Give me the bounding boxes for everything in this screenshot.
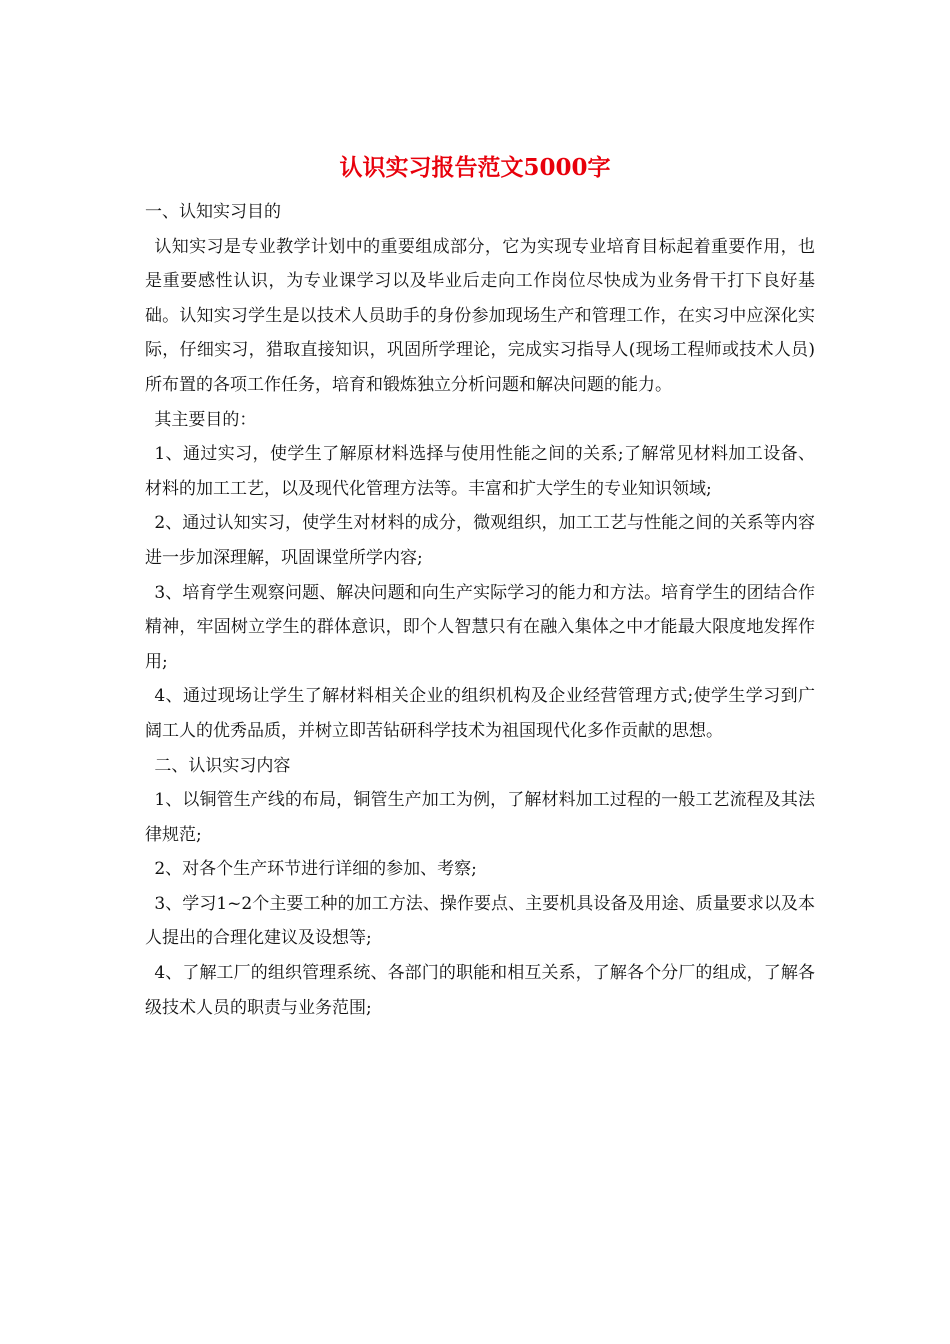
paragraph-main-goals-label: 其主要目的： <box>154 409 257 430</box>
list-item-goal-3: 3、培育学生观察问题、解决问题和向生产实际学习的能力和方法。培育学生的团结合作精神，牢固树立学生的群体意识，即个人智慧只有在融入集体之中才能最大限度地发挥作用; <box>145 582 815 672</box>
section-heading-purpose: 一、认知实习目的 <box>145 202 281 222</box>
paragraph-intro: 认知实习是专业教学计划中的重要组成部分，它为实现专业培育目标起着重要作用，也是重要感性认识，为专业课学习以及毕业后走向工作岗位尽快成为业务骨干打下良好基础。认知实习学生是以技术人员助手的身份参加现场生产和管理工作，在实习中应深化实际，仔细实习，猎取直接知识，巩固所学理论，完成实习指导人(现场工程师或技术人员)所布置的各项工作任务，培育和锻炼独立分析问题和解决问题的能力。 <box>145 236 815 395</box>
list-item-content-2: 2、对各个生产环节进行详细的参加、考察; <box>154 859 477 880</box>
list-item-goal-2: 2、通过认知实习，使学生对材料的成分，微观组织，加工工艺与性能之间的关系等内容进一步加深理解，巩固课堂所学内容; <box>145 513 815 568</box>
list-item-content-4: 4、了解工厂的组织管理系统、各部门的职能和相互关系，了解各个分厂的组成，了解各级技术人员的职责与业务范围; <box>145 963 815 1018</box>
document-title: 认识实习报告范文5000字 <box>339 154 611 181</box>
list-item-content-3: 3、学习1~2个主要工种的加工方法、操作要点、主要机具设备及用途、质量要求以及本人提出的合理化建议及设想等; <box>145 893 815 949</box>
list-item-goal-1: 1、通过实习，使学生了解原材料选择与使用性能之间的关系;了解常见材料加工设备、材料的加工工艺，以及现代化管理方法等。丰富和扩大学生的专业知识领域; <box>145 444 815 499</box>
document-body <box>145 195 815 1025</box>
list-item-goal-4: 4、通过现场让学生了解材料相关企业的组织机构及企业经营管理方式;使学生学习到广阔工人的优秀品质，并树立即苦钻研科学技术为祖国现代化多作贡献的思想。 <box>145 686 815 741</box>
section-heading-content: 二、认识实习内容 <box>154 755 291 776</box>
list-item-content-1: 1、以铜管生产线的布局，铜管生产加工为例，了解材料加工过程的一般工艺流程及其法律规范; <box>145 790 815 845</box>
